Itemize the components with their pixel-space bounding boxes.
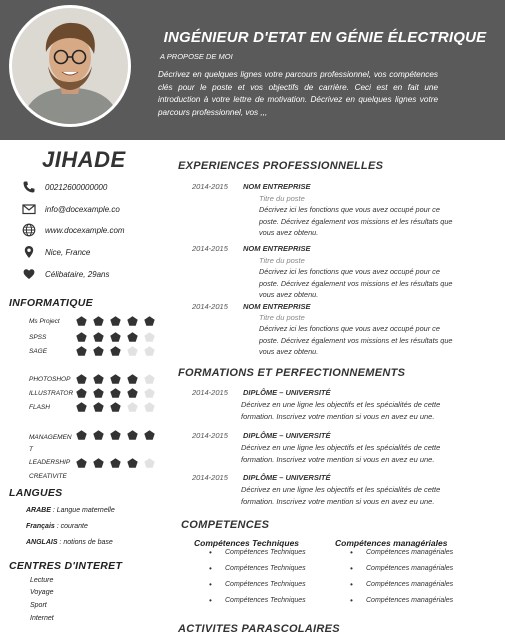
competence-item: • Compétences Techniques xyxy=(225,565,306,572)
phone-icon xyxy=(22,180,36,194)
formation-description: Décrivez en une ligne les objectifs et les spécialités de cette formation. Inscrivez votre mention si vous en avez eu une. xyxy=(241,400,441,421)
contact-phone xyxy=(22,180,107,194)
contact-website xyxy=(22,223,125,237)
interest-item: Internet xyxy=(30,615,54,622)
rating-empty-icon xyxy=(144,374,155,384)
competence-item: • Compétences managériales xyxy=(366,581,453,588)
rating-filled-icon xyxy=(93,388,104,398)
rating-filled-icon xyxy=(110,374,121,384)
about-subtitle: A PROPOSE DE MOI xyxy=(160,52,233,61)
rating-filled-icon xyxy=(76,430,87,440)
rating-filled-icon xyxy=(127,388,138,398)
rating-filled-icon xyxy=(110,346,121,356)
rating-filled-icon xyxy=(76,316,87,326)
contact-email-text[interactable]: info@docexample.co xyxy=(45,204,120,214)
email-icon xyxy=(22,202,36,216)
rating-filled-icon xyxy=(76,332,87,342)
competences-techniques-heading: Compétences Techniques xyxy=(194,538,300,548)
experience-description: Décrivez ici les fonctions que vous avez occupé pour ce poste. Décrivez également vos missions et les résultats que vous avez obtenu. xyxy=(259,205,453,237)
skill-rating xyxy=(76,430,155,440)
language-item xyxy=(26,523,88,530)
rating-filled-icon xyxy=(110,402,121,412)
experience-date: 2014-2015 xyxy=(192,302,228,311)
experience-company: NOM ENTREPRISE xyxy=(243,182,311,191)
formation-title: DIPLÔME – UNIVERSITÉ xyxy=(243,473,331,482)
competence-item: • Compétences Techniques xyxy=(225,581,306,588)
rating-filled-icon xyxy=(110,316,121,326)
rating-filled-icon xyxy=(93,332,104,342)
interest-item: Voyage xyxy=(30,589,54,596)
language-name: Français xyxy=(26,523,55,530)
experiences-heading: EXPERIENCES PROFESSIONNELLES xyxy=(178,160,384,172)
rating-filled-icon xyxy=(144,316,155,326)
competence-item: • Compétences managériales xyxy=(366,597,453,604)
competence-item: • Compétences Techniques xyxy=(225,597,306,604)
language-name: ANGLAIS xyxy=(26,539,58,546)
competence-item: • Compétences managériales xyxy=(366,565,453,572)
formation-date: 2014-2015 xyxy=(192,431,228,440)
formation-date: 2014-2015 xyxy=(192,388,228,397)
contact-website-text[interactable]: www.docexample.com xyxy=(45,225,125,235)
language-level: : notions de base xyxy=(57,539,113,546)
language-level: : courante xyxy=(54,523,88,530)
skill-rating xyxy=(76,332,155,342)
formations-heading: FORMATIONS ET PERFECTIONNEMENTS xyxy=(178,367,406,379)
skill-label: Ms Project xyxy=(29,318,60,325)
formation-date: 2014-2015 xyxy=(192,473,228,482)
competence-item: • Compétences Techniques xyxy=(225,549,306,556)
language-item xyxy=(26,507,115,514)
rating-filled-icon xyxy=(93,374,104,384)
language-item xyxy=(26,539,113,546)
formation-description: Décrivez en une ligne les objectifs et les spécialités de cette formation. Inscrivez votre mention si vous en avez eu une. xyxy=(241,443,441,464)
rating-filled-icon xyxy=(110,388,121,398)
candidate-name: JIHADE xyxy=(42,147,126,172)
rating-filled-icon xyxy=(144,430,155,440)
experience-date: 2014-2015 xyxy=(192,244,228,253)
contact-location-text: Nice, France xyxy=(45,247,91,257)
experience-company: NOM ENTREPRISE xyxy=(243,302,311,311)
experience-company: NOM ENTREPRISE xyxy=(243,244,311,253)
rating-filled-icon xyxy=(93,316,104,326)
skill-label: CREATIVITE xyxy=(29,473,67,480)
experience-description: Décrivez ici les fonctions que vous avez occupé pour ce poste. Décrivez également vos missions et les résultats que vous avez obtenu. xyxy=(259,267,453,299)
formation-title: DIPLÔME – UNIVERSITÉ xyxy=(243,388,331,397)
rating-filled-icon xyxy=(110,332,121,342)
activites-heading: ACTIVITES PARASCOLAIRES xyxy=(178,623,340,635)
header-banner xyxy=(0,0,505,140)
skill-label: PHOTOSHOP xyxy=(29,376,71,383)
skill-rating xyxy=(76,388,155,398)
heart-icon xyxy=(22,267,36,281)
language-level: : Langue maternelle xyxy=(50,507,115,514)
rating-filled-icon xyxy=(93,346,104,356)
interest-item: Sport xyxy=(30,602,47,609)
rating-empty-icon xyxy=(144,402,155,412)
rating-filled-icon xyxy=(127,374,138,384)
job-title: INGÉNIEUR D'ETAT EN GÉNIE ÉLECTRIQUE xyxy=(163,29,487,46)
interets-heading: CENTRES D'INTERET xyxy=(9,560,123,572)
rating-filled-icon xyxy=(76,458,87,468)
competence-item: • Compétences managériales xyxy=(366,549,453,556)
rating-filled-icon xyxy=(76,346,87,356)
formation-description: Décrivez en une ligne les objectifs et les spécialités de cette formation. Inscrivez votre mention si vous en avez eu une. xyxy=(241,485,441,506)
rating-empty-icon xyxy=(144,346,155,356)
competences-manageriales-heading: Compétences managériales xyxy=(335,538,448,548)
contact-status-text: Célibataire, 29ans xyxy=(45,269,110,279)
rating-empty-icon xyxy=(127,346,138,356)
avatar-image xyxy=(12,8,128,124)
skill-label: MANAGEMEN T xyxy=(29,434,72,453)
contact-phone-text[interactable]: 00212600000000 xyxy=(45,182,108,192)
skill-rating xyxy=(76,346,155,356)
contact-location xyxy=(22,245,90,259)
globe-icon xyxy=(22,223,36,237)
rating-filled-icon xyxy=(127,316,138,326)
skill-rating xyxy=(76,316,155,326)
rating-empty-icon xyxy=(127,402,138,412)
skill-label: LEADERSHIP xyxy=(29,459,71,466)
language-name: ARABE xyxy=(26,507,51,514)
rating-empty-icon xyxy=(144,388,155,398)
skill-label: FLASH xyxy=(29,404,50,411)
experience-date: 2014-2015 xyxy=(192,182,228,191)
rating-filled-icon xyxy=(127,458,138,468)
skill-rating xyxy=(76,458,155,468)
rating-filled-icon xyxy=(127,332,138,342)
rating-filled-icon xyxy=(127,430,138,440)
skill-label: ILLUSTRATOR xyxy=(29,390,74,397)
rating-filled-icon xyxy=(76,374,87,384)
rating-filled-icon xyxy=(93,402,104,412)
rating-empty-icon xyxy=(144,458,155,468)
skill-rating xyxy=(76,374,155,384)
rating-filled-icon xyxy=(93,458,104,468)
rating-filled-icon xyxy=(110,430,121,440)
experience-role: Titre du poste xyxy=(259,256,305,265)
skill-label: SPSS xyxy=(29,334,47,341)
formation-title: DIPLÔME – UNIVERSITÉ xyxy=(243,431,331,440)
contact-email xyxy=(22,202,120,216)
langues-heading: LANGUES xyxy=(9,487,63,499)
rating-filled-icon xyxy=(76,388,87,398)
skill-label: SAGE xyxy=(29,348,48,355)
interest-item: Lecture xyxy=(30,577,54,584)
experience-description: Décrivez ici les fonctions que vous avez occupé pour ce poste. Décrivez également vos missions et les résultats que vous avez obtenu. xyxy=(259,324,453,356)
rating-filled-icon xyxy=(110,458,121,468)
rating-filled-icon xyxy=(76,402,87,412)
about-description: Décrivez en quelques lignes votre parcours professionnel, vos compétences clés pour le poste et vos objectifs de carrière. Ceci est en fait une introduction à votre lettre de motivation. Décrivez en quelques lignes votre parcours professionnel, vos ,,, xyxy=(158,70,438,117)
skill-rating xyxy=(76,402,155,412)
location-icon xyxy=(22,245,36,259)
experience-role: Titre du poste xyxy=(259,194,305,203)
experience-role: Titre du poste xyxy=(259,313,305,322)
informatique-heading: INFORMATIQUE xyxy=(9,297,93,309)
profile-photo xyxy=(9,5,131,127)
contact-status xyxy=(22,267,109,281)
rating-filled-icon xyxy=(93,430,104,440)
rating-empty-icon xyxy=(144,332,155,342)
competences-heading: COMPETENCES xyxy=(181,519,270,531)
